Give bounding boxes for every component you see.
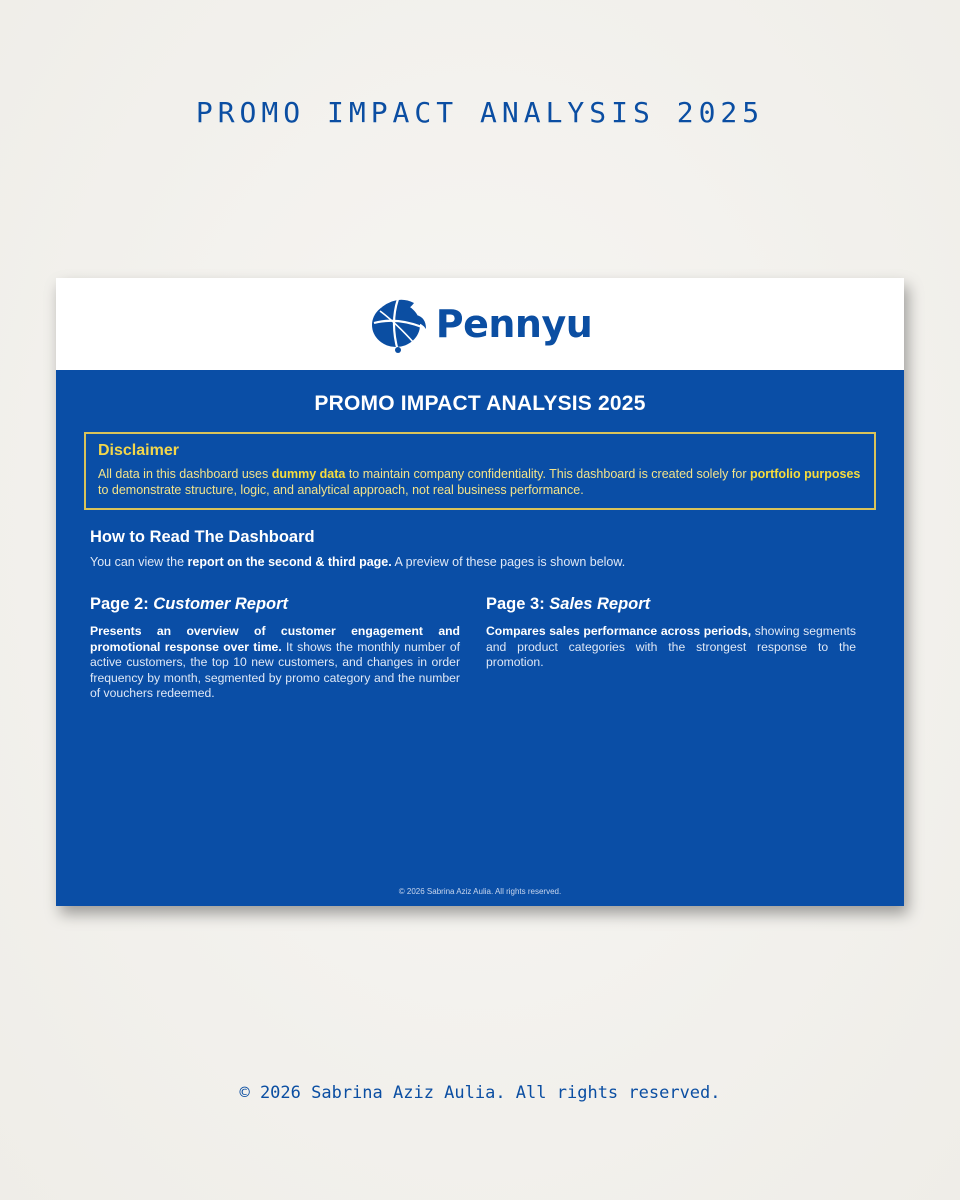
- card-footer: © 2026 Sabrina Aziz Aulia. All rights reserved.: [398, 887, 562, 896]
- page3-title: Page 3: Sales Report: [486, 595, 651, 613]
- how-to-read-text: You can view the report on the second & third page. A preview of these pages is shown below.: [90, 555, 626, 569]
- page3-description: [486, 595, 856, 702]
- pennyu-logo-icon: [368, 293, 428, 355]
- card-body: [56, 392, 904, 702]
- page-descriptions: [90, 595, 870, 702]
- page2-description: [90, 595, 460, 702]
- page-heading: PROMO IMPACT ANALYSIS 2025: [195, 96, 765, 129]
- disclaimer-title: Disclaimer: [98, 442, 179, 459]
- how-to-read-title: How to Read The Dashboard: [90, 528, 315, 546]
- logo-text: Pennyu: [435, 302, 593, 346]
- page2-text: Presents an overview of customer engagement and promotional response over time. It shows the monthly number of active customers, the top 10 new customers, and changes in order frequency by month, segmented by promo category and the number of vouchers redeemed.: [90, 624, 460, 700]
- copyright-text: © 2026 Sabrina Aziz Aulia. All rights reserved.: [239, 1083, 721, 1103]
- card-header: [56, 278, 904, 370]
- page3-text: Compares sales performance across periods, showing segments and product categories with the strongest response to the promotion.: [486, 624, 856, 669]
- dashboard-preview-card: [56, 278, 904, 906]
- disclaimer-text: All data in this dashboard uses dummy data to maintain company confidentiality. This dashboard is created solely for portfolio purposes to demonstrate structure, logic, and analytical approach, not real business performance.: [98, 467, 861, 497]
- card-title: PROMO IMPACT ANALYSIS 2025: [314, 392, 646, 415]
- disclaimer-box: [84, 432, 876, 510]
- page2-title: Page 2: Customer Report: [90, 595, 289, 613]
